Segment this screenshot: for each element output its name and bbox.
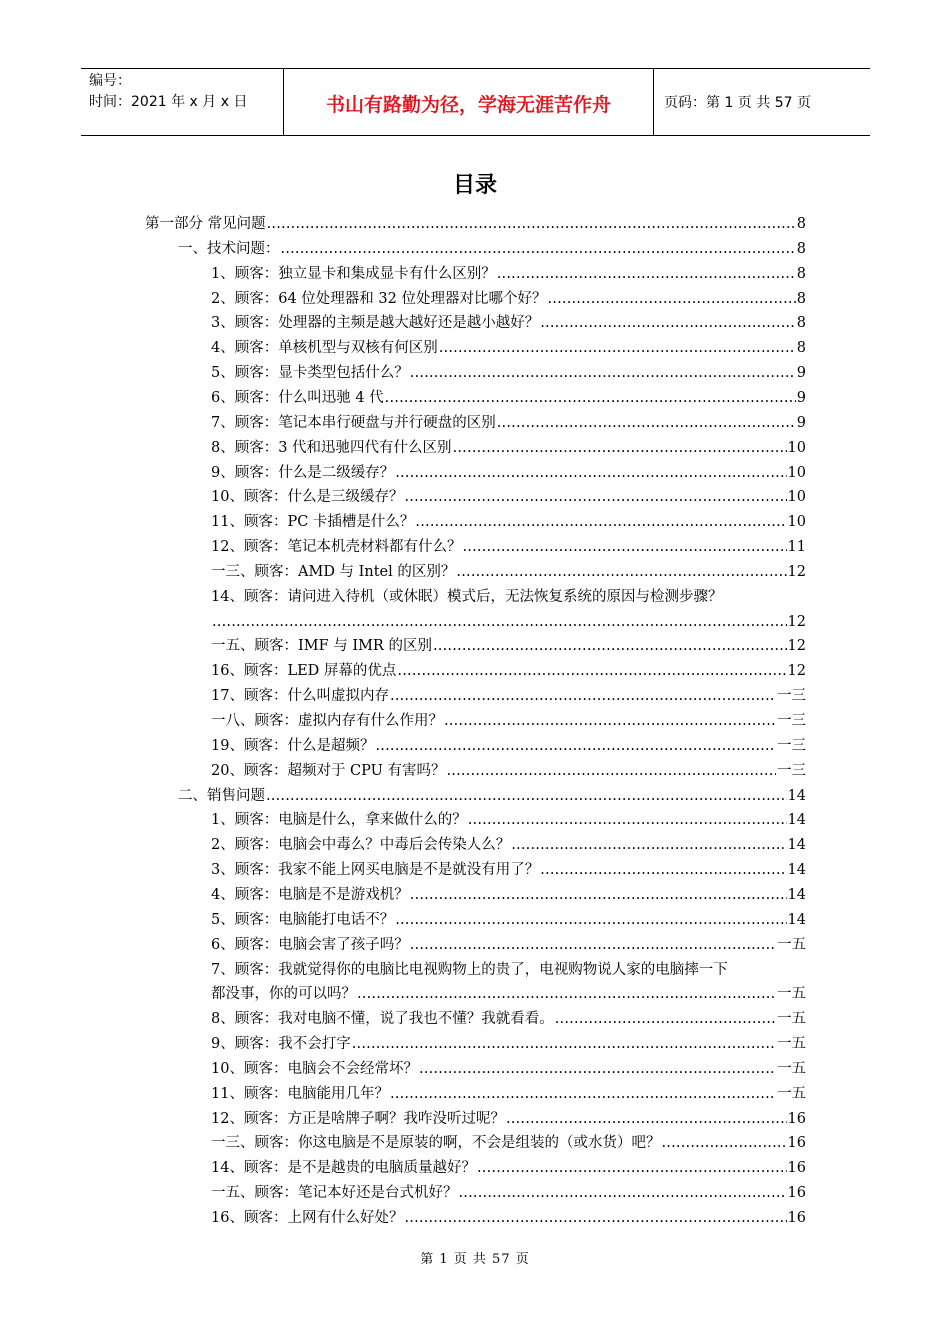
toc-leader-dots: [410, 885, 787, 905]
toc-entry-text: 3、顾客：处理器的主频是越大越好还是越小越好？: [211, 315, 540, 331]
toc-page-number: 16: [787, 1160, 806, 1176]
toc-entry-text: 19、顾客：什么是超频？: [211, 738, 375, 754]
page-footer: 第 1 页 共 57 页: [420, 1252, 530, 1267]
toc-leader-dots: [506, 1109, 787, 1129]
toc-entry[interactable]: [211, 1030, 806, 1054]
toc-leader-dots: [444, 711, 776, 731]
toc-page-number: 一五: [777, 986, 806, 1002]
header-page-info: 页码：第 1 页 共 57 页: [664, 95, 811, 111]
toc-entry[interactable]: [211, 359, 806, 383]
toc-leader-dots: [511, 835, 786, 855]
toc-entry-text: 16、顾客：上网有什么好处？: [211, 1210, 404, 1226]
toc-leader-dots: [419, 1059, 776, 1079]
toc-page-number: 一三: [777, 763, 806, 779]
toc-entry-text: 一八、顾客：虚拟内存有什么作用？: [211, 713, 443, 729]
toc-entry-text: 8、顾客：3 代和迅驰四代有什么区别: [211, 440, 452, 456]
toc-leader-dots: [352, 1034, 776, 1054]
toc-leader-dots: [468, 810, 787, 830]
toc-entry[interactable]: [211, 1005, 806, 1029]
toc-leader-dots: [390, 1084, 776, 1104]
toc-entry-text: 10、顾客：什么是三级缓存？: [211, 489, 404, 505]
toc-leader-dots: [433, 636, 787, 656]
toc-page-number: 一五: [777, 1011, 806, 1027]
toc-entry[interactable]: [211, 1105, 806, 1129]
toc-page-number: 8: [796, 266, 806, 282]
toc-entry[interactable]: [211, 483, 806, 507]
toc-page-number: 10: [787, 514, 806, 530]
toc-entry-text: 一五、顾客：IMF 与 IMR 的区别: [211, 638, 432, 654]
toc-page-number: 16: [787, 1135, 806, 1151]
page-header: [81, 68, 870, 136]
toc-leader-dots: [397, 661, 786, 681]
toc-entry[interactable]: [211, 409, 806, 433]
toc-leader-dots: [456, 562, 786, 582]
toc-entry-text: 都没事，你的可以吗？: [211, 986, 356, 1002]
toc-entry-text: 5、顾客：电脑能打电话不？: [211, 912, 395, 928]
toc-entry-text: 17、顾客：什么叫虚拟内存: [211, 688, 389, 704]
toc-entry[interactable]: [211, 980, 806, 1004]
toc-entry-text: 一三、顾客：你这电脑是不是原装的啊，不会是组装的（或水货）吧？: [211, 1135, 661, 1151]
toc-entry-text: 一、技术问题：: [178, 241, 280, 257]
toc-entry[interactable]: [211, 657, 806, 681]
toc-leader-dots: [410, 363, 796, 383]
toc-entry[interactable]: [211, 881, 806, 905]
toc-page-number: 10: [787, 465, 806, 481]
toc-page-number: 12: [787, 564, 806, 580]
toc-entry[interactable]: [211, 956, 806, 980]
toc-entry[interactable]: [211, 583, 806, 607]
toc-entry-text: 第一部分 常见问题: [145, 216, 266, 232]
toc-entry[interactable]: [211, 1179, 806, 1203]
toc-entry-text: 9、顾客：什么是二级缓存？: [211, 465, 395, 481]
toc-entry[interactable]: [211, 558, 806, 582]
toc-page-number: 11: [787, 539, 806, 555]
toc-leader-dots: [439, 338, 796, 358]
toc-entry-text: 16、顾客：LED 屏幕的优点: [211, 663, 397, 679]
toc-entry-text: 20、顾客：超频对于 CPU 有害吗？: [211, 763, 446, 779]
toc-entry-text: 6、顾客：什么叫迅驰 4 代: [211, 390, 384, 406]
toc-page-number: 10: [787, 440, 806, 456]
toc-page-number: 14: [787, 788, 806, 804]
toc-leader-dots: [415, 512, 786, 532]
toc-entry-text: 4、顾客：单核机型与双核有何区别: [211, 340, 438, 356]
toc-leader-dots: [266, 786, 787, 806]
toc-leader-dots: [385, 388, 796, 408]
toc-leader-dots: [267, 214, 796, 234]
toc-page-number: 一三: [777, 688, 806, 704]
header-motto: 书山有路勤为径，学海无涯苦作舟: [283, 69, 654, 135]
toc-page-number: 一三: [777, 713, 806, 729]
toc-entry-text: 5、顾客：显卡类型包括什么？: [211, 365, 409, 381]
toc-entry-text: 11、顾客：PC 卡插槽是什么？: [211, 514, 415, 530]
toc-entry-text: 1、顾客：电脑是什么，拿来做什么的？: [211, 812, 467, 828]
toc-page-number: 一五: [777, 1086, 806, 1102]
toc-page-number: 8: [796, 241, 806, 257]
toc-entry[interactable]: [211, 732, 806, 756]
toc-leader-dots: [453, 438, 787, 458]
toc-entry-text: 8、顾客：我对电脑不懂，说了我也不懂？我就看看。: [211, 1011, 554, 1027]
toc-entry[interactable]: [211, 931, 806, 955]
toc-leader-dots: [555, 1009, 776, 1029]
toc-entry[interactable]: [211, 831, 806, 855]
toc-page-number: 8: [796, 291, 806, 307]
toc-page-number: 一五: [777, 1036, 806, 1052]
toc-entry[interactable]: [211, 533, 806, 557]
toc-entry[interactable]: [211, 608, 806, 632]
toc-page-number: 16: [787, 1111, 806, 1127]
toc-leader-dots: [357, 984, 776, 1004]
toc-entry-text: 14、顾客：是不是越贵的电脑质量越好？: [211, 1160, 476, 1176]
toc-entry-text: 12、顾客：方正是啥牌子啊？我咋没听过呢？: [211, 1111, 505, 1127]
toc-leader-dots: [540, 313, 796, 333]
toc-entry-text: 7、顾客：笔记本串行硬盘与并行硬盘的区别: [211, 415, 496, 431]
toc-leader-dots: [497, 264, 796, 284]
document-date: 时间：2021 年 x 月 x 日: [89, 94, 248, 110]
toc-leader-dots: [446, 761, 776, 781]
toc-page-number: 9: [796, 365, 806, 381]
toc-entry[interactable]: [211, 632, 806, 656]
header-meta: [81, 69, 283, 135]
toc-page-number: 16: [787, 1210, 806, 1226]
toc-page-number: 12: [787, 638, 806, 654]
toc-page-number: 14: [787, 862, 806, 878]
toc-page-number: 一三: [777, 738, 806, 754]
toc-leader-dots: [477, 1158, 787, 1178]
toc-entry[interactable]: [211, 707, 806, 731]
toc-entry-text: 6、顾客：电脑会害了孩子吗？: [211, 937, 409, 953]
toc-entry[interactable]: [211, 806, 806, 830]
toc-leader-dots: [395, 910, 786, 930]
toc-page-number: 14: [787, 837, 806, 853]
toc-entry-text: 一三、顾客：AMD 与 Intel 的区别？: [211, 564, 456, 580]
toc-leader-dots: [375, 736, 776, 756]
toc-entry[interactable]: [211, 856, 806, 880]
toc-entry[interactable]: [145, 210, 806, 234]
toc-leader-dots: [497, 413, 796, 433]
toc-entry-text: 一五、顾客：笔记本好还是台式机好？: [211, 1185, 458, 1201]
toc-leader-dots: [212, 612, 787, 632]
toc-entry[interactable]: [211, 1154, 806, 1178]
toc-leader-dots: [410, 935, 776, 955]
toc-entry-text: 11、顾客：电脑能用几年？: [211, 1086, 389, 1102]
toc-entry[interactable]: [211, 682, 806, 706]
toc-page-number: 8: [796, 216, 806, 232]
toc-leader-dots: [459, 1183, 787, 1203]
toc-entry[interactable]: [211, 1055, 806, 1079]
toc-page-number: 10: [787, 489, 806, 505]
toc-leader-dots: [462, 537, 786, 557]
toc-page-number: 12: [787, 614, 806, 630]
toc-entry[interactable]: [211, 1204, 806, 1228]
toc-leader-dots: [390, 686, 776, 706]
toc-entry-text: 12、顾客：笔记本机壳材料都有什么？: [211, 539, 462, 555]
toc-leader-dots: [281, 239, 796, 259]
toc-entry[interactable]: [211, 285, 806, 309]
toc-entry[interactable]: [211, 1129, 806, 1153]
toc-entry[interactable]: [211, 906, 806, 930]
toc-entry[interactable]: [211, 508, 806, 532]
toc-leader-dots: [404, 487, 786, 507]
toc-page-number: 16: [787, 1185, 806, 1201]
toc-page-number: 14: [787, 887, 806, 903]
toc-leader-dots: [662, 1133, 787, 1153]
toc-entry-text: 14、顾客：请问进入待机（或休眠）模式后，无法恢复系统的原因与检测步骤？: [211, 589, 723, 605]
toc-page-number: 9: [796, 415, 806, 431]
toc-entry-text: 4、顾客：电脑是不是游戏机？: [211, 887, 409, 903]
toc-entry[interactable]: [178, 235, 806, 259]
toc-entry[interactable]: [211, 434, 806, 458]
toc-page-number: 14: [787, 912, 806, 928]
toc-entry-text: 二、销售问题: [178, 788, 265, 804]
toc-entry-text: 1、顾客：独立显卡和集成显卡有什么区别？: [211, 266, 496, 282]
toc-entry[interactable]: [211, 260, 806, 284]
toc-entry-text: 2、顾客：电脑会中毒么？中毒后会传染人么？: [211, 837, 511, 853]
toc-entry-text: 3、顾客：我家不能上网买电脑是不是就没有用了？: [211, 862, 540, 878]
toc-leader-dots: [540, 860, 786, 880]
toc-leader-dots: [404, 1208, 786, 1228]
toc-entry-text: 9、顾客：我不会打字: [211, 1036, 351, 1052]
toc-page-number: 一五: [777, 937, 806, 953]
toc-entry[interactable]: [211, 334, 806, 358]
toc-entry[interactable]: [211, 757, 806, 781]
toc-entry[interactable]: [211, 384, 806, 408]
toc-page-number: 12: [787, 663, 806, 679]
toc-entry-text: 7、顾客：我就觉得你的电脑比电视购物上的贵了，电视购物说人家的电脑摔一下: [211, 962, 728, 978]
toc-entry[interactable]: [178, 782, 806, 806]
toc-page-number: 一五: [777, 1061, 806, 1077]
toc-page-number: 14: [787, 812, 806, 828]
toc-entry[interactable]: [211, 1080, 806, 1104]
toc-title: 目录: [452, 173, 497, 198]
toc-page-number: 8: [796, 340, 806, 356]
toc-page-number: 8: [796, 315, 806, 331]
toc-entry-text: 10、顾客：电脑会不会经常坏？: [211, 1061, 418, 1077]
document-number-label: 编号：: [89, 73, 131, 89]
toc-leader-dots: [395, 463, 786, 483]
toc-leader-dots: [547, 289, 795, 309]
toc-entry-text: 2、顾客：64 位处理器和 32 位处理器对比哪个好？: [211, 291, 547, 307]
toc-entry[interactable]: [211, 309, 806, 333]
toc-page-number: 9: [796, 390, 806, 406]
toc-entry[interactable]: [211, 459, 806, 483]
